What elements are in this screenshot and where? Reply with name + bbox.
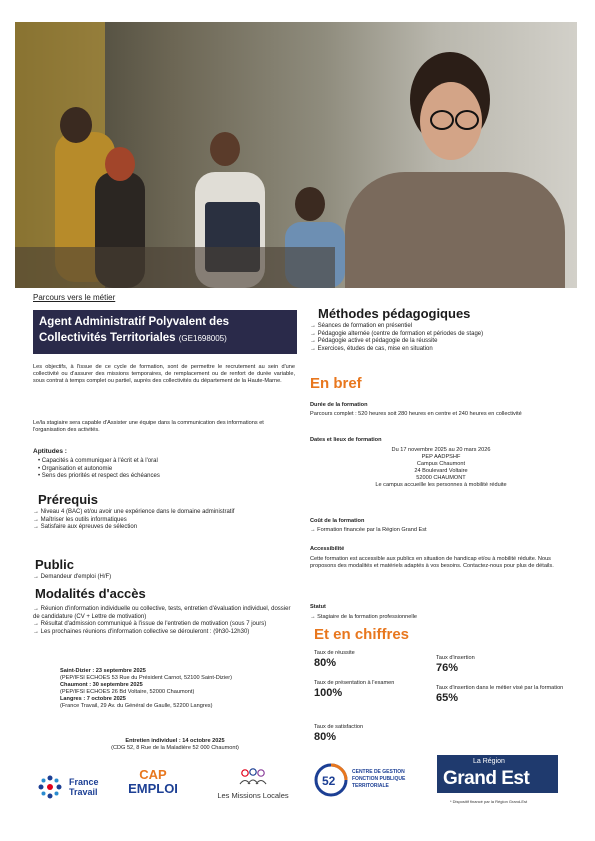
entretien-block: [70, 738, 280, 752]
page-title-line2-wrap: [39, 332, 227, 344]
stat-block: [314, 724, 434, 743]
cdg-text-1: CENTRE DE GESTION: [352, 769, 405, 775]
methodes-title: Méthodes pédagogiques: [318, 306, 471, 321]
list-item: → Demandeur d'emploi (H/F): [33, 574, 112, 580]
dates-line: 24 Boulevard Voltaire: [414, 468, 468, 474]
stat-value: 100%: [314, 687, 343, 699]
france-travail-text-1: France: [69, 777, 99, 787]
stat-label: Taux de réussite: [314, 650, 355, 656]
prerequis-list: [33, 509, 295, 532]
page-title-box: [33, 310, 297, 354]
aptitudes-title: Aptitudes :: [33, 448, 67, 455]
duree-label: Durée de la formation: [310, 402, 368, 408]
prerequis-title: Prérequis: [38, 492, 98, 507]
methodes-list: [310, 323, 580, 353]
list-item: → Résultat d'admission communiqué à l'issue de l'entretien de motivation (sous 7 jours): [33, 621, 267, 627]
stat-block: [314, 650, 424, 669]
modalites-title: Modalités d'accès: [35, 586, 146, 601]
dates-line: Campus Chaumont: [416, 461, 466, 467]
public-title: Public: [35, 557, 75, 572]
list-item: → Exercices, études de cas, mise en situation: [310, 345, 433, 352]
list-item: → Maîtriser les outils informatiques: [33, 516, 127, 523]
access-text: Cette formation est accessible aux publics en situation de handicap et/ou à mobilité réduite. Nous proposons des modalités et matériels adaptés à vos besoins. Contactez-nous pour plus de détails.: [310, 556, 554, 569]
access-label: Accessibilité: [310, 546, 345, 552]
cdg-text-3: TERRITORIALE: [352, 783, 389, 789]
statut-label: Statut: [310, 604, 326, 610]
missions-text: Les Missions Locales: [217, 791, 289, 800]
stat-block: [436, 655, 576, 674]
session-place: (France Travail, 29 Av. du Général de Gaulle, 52200 Langres): [60, 703, 213, 709]
intro-paragraph-2: Le/la stagiaire sera capable d'Assister une équipe dans la communication des informations et l'organisation des activités.: [33, 420, 264, 433]
stat-value: 80%: [314, 731, 337, 743]
list-item: → Réunion d'information individuelle ou collective, tests, entretien d'évaluation individuel, dossier de candidature (CV + Lettre de motivation): [33, 606, 291, 620]
intro-paragraph: Les objectifs, à l'issue de ce cycle de formation, sont de permettre le recrutement au sein d'une collectivité ou d'assurer des missions temporaires, de remplacement ou de renfort de durée variable, sous contrat à temps complet ou partiel, auprès des collectivités du département de la Haute-Marne.: [33, 364, 295, 384]
france-travail-text-2: Travail: [69, 787, 98, 797]
stat-value: 76%: [436, 662, 459, 674]
region-footnote: * Dispositif financé par la Région Grand-Est: [450, 799, 528, 804]
public-list: [33, 574, 295, 582]
duree-text: Parcours complet : 520 heures soit 280 heures en centre et 240 heures en collectivité: [310, 411, 522, 417]
dates-line: Le campus accueille les personnes à mobilité réduite: [375, 482, 507, 488]
cdg52-logo: [314, 761, 424, 801]
dates-line: 52000 CHAUMONT: [416, 475, 466, 481]
list-item: • Organisation et autonomie: [38, 465, 113, 472]
aptitudes-list: [38, 458, 288, 481]
stat-value: 65%: [436, 692, 459, 704]
stat-label: Taux d'insertion dans le métier visé par la formation: [436, 685, 564, 691]
france-travail-logo: [35, 772, 110, 802]
chiffres-title: Et en chiffres: [314, 626, 410, 643]
people-icon: [238, 768, 268, 786]
statut-text: → Stagiaire de la formation professionnelle: [310, 614, 417, 620]
session-date: Saint-Dizier : 23 septembre 2025: [60, 668, 146, 674]
list-item: • Capacités à communiquer à l'écrit et à l'oral: [38, 458, 158, 464]
region-text-2: Grand Est: [443, 768, 530, 789]
stat-label: Taux de présentation à l'examen: [314, 680, 395, 686]
header-photo: [15, 22, 577, 288]
list-item: → Séances de formation en présentiel: [310, 323, 413, 329]
session-date: Chaumont : 30 septembre 2025: [60, 682, 143, 688]
stat-label: Taux de satisfaction: [314, 724, 364, 730]
modalites-list: [33, 606, 295, 636]
dates-line: PEP AADPSHF: [421, 454, 461, 460]
dates-label: Dates et lieux de formation: [310, 437, 382, 443]
cap-emploi-logo: [118, 768, 188, 802]
dates-line: Du 17 novembre 2025 au 20 mars 2026: [391, 447, 491, 453]
page-title-line1: Agent Administratif Polyvalent des: [39, 316, 229, 328]
stat-label: Taux d'insertion: [436, 655, 475, 661]
cdg-number: 52: [322, 774, 336, 788]
dates-block: [310, 447, 572, 489]
list-item: → Niveau 4 (BAC) et/ou avoir une expérience dans le domaine administratif: [33, 509, 235, 515]
cdg-text-2: FONCTION PUBLIQUE: [352, 776, 406, 782]
breadcrumb: Parcours vers le métier: [33, 293, 116, 302]
region-text-1: La Région: [473, 758, 505, 765]
list-item: → Pédagogie active et pédagogie de la réussite: [310, 338, 438, 344]
list-item: → Les prochaines réunions d'information collective se dérouleront : (9h30-12h30): [33, 628, 250, 635]
session-date: Langres : 7 octobre 2025: [60, 696, 126, 702]
region-grand-est-logo: [437, 755, 558, 793]
entretien-date: Entretien individuel : 14 octobre 2025: [125, 738, 225, 744]
list-item: • Sens des priorités et respect des échéances: [38, 473, 160, 479]
stat-block: [314, 680, 414, 699]
en-bref-title: En bref: [310, 375, 362, 392]
entretien-place: (CDG 52, 8 Rue de la Maladière 52 000 Chaumont): [111, 745, 239, 751]
missions-locales-logo: [210, 768, 296, 802]
cout-label: Coût de la formation: [310, 518, 365, 524]
list-item: → Satisfaire aux épreuves de sélection: [33, 524, 138, 530]
emploi-text: EMPLOI: [128, 781, 178, 796]
france-travail-icon: [35, 772, 65, 802]
formation-code: (GE1698005): [178, 334, 227, 343]
stat-value: 80%: [314, 657, 337, 669]
cap-text: CAP: [139, 767, 167, 782]
cout-text: → Formation financée par la Région Grand Est: [310, 527, 427, 533]
sessions-block: [60, 668, 300, 710]
session-place: (PEP/IFSI ECHOES 26 Bd Voltaire, 52000 Chaumont): [60, 689, 195, 695]
page-title-line2: Collectivités Territoriales: [39, 332, 176, 344]
list-item: → Pédagogie alternée (centre de formation et périodes de stage): [310, 330, 484, 337]
stat-block: [436, 685, 576, 704]
session-place: (PEP/IFSI ECHOES 53 Rue du Président Carnot, 52100 Saint-Dizier): [60, 675, 232, 681]
